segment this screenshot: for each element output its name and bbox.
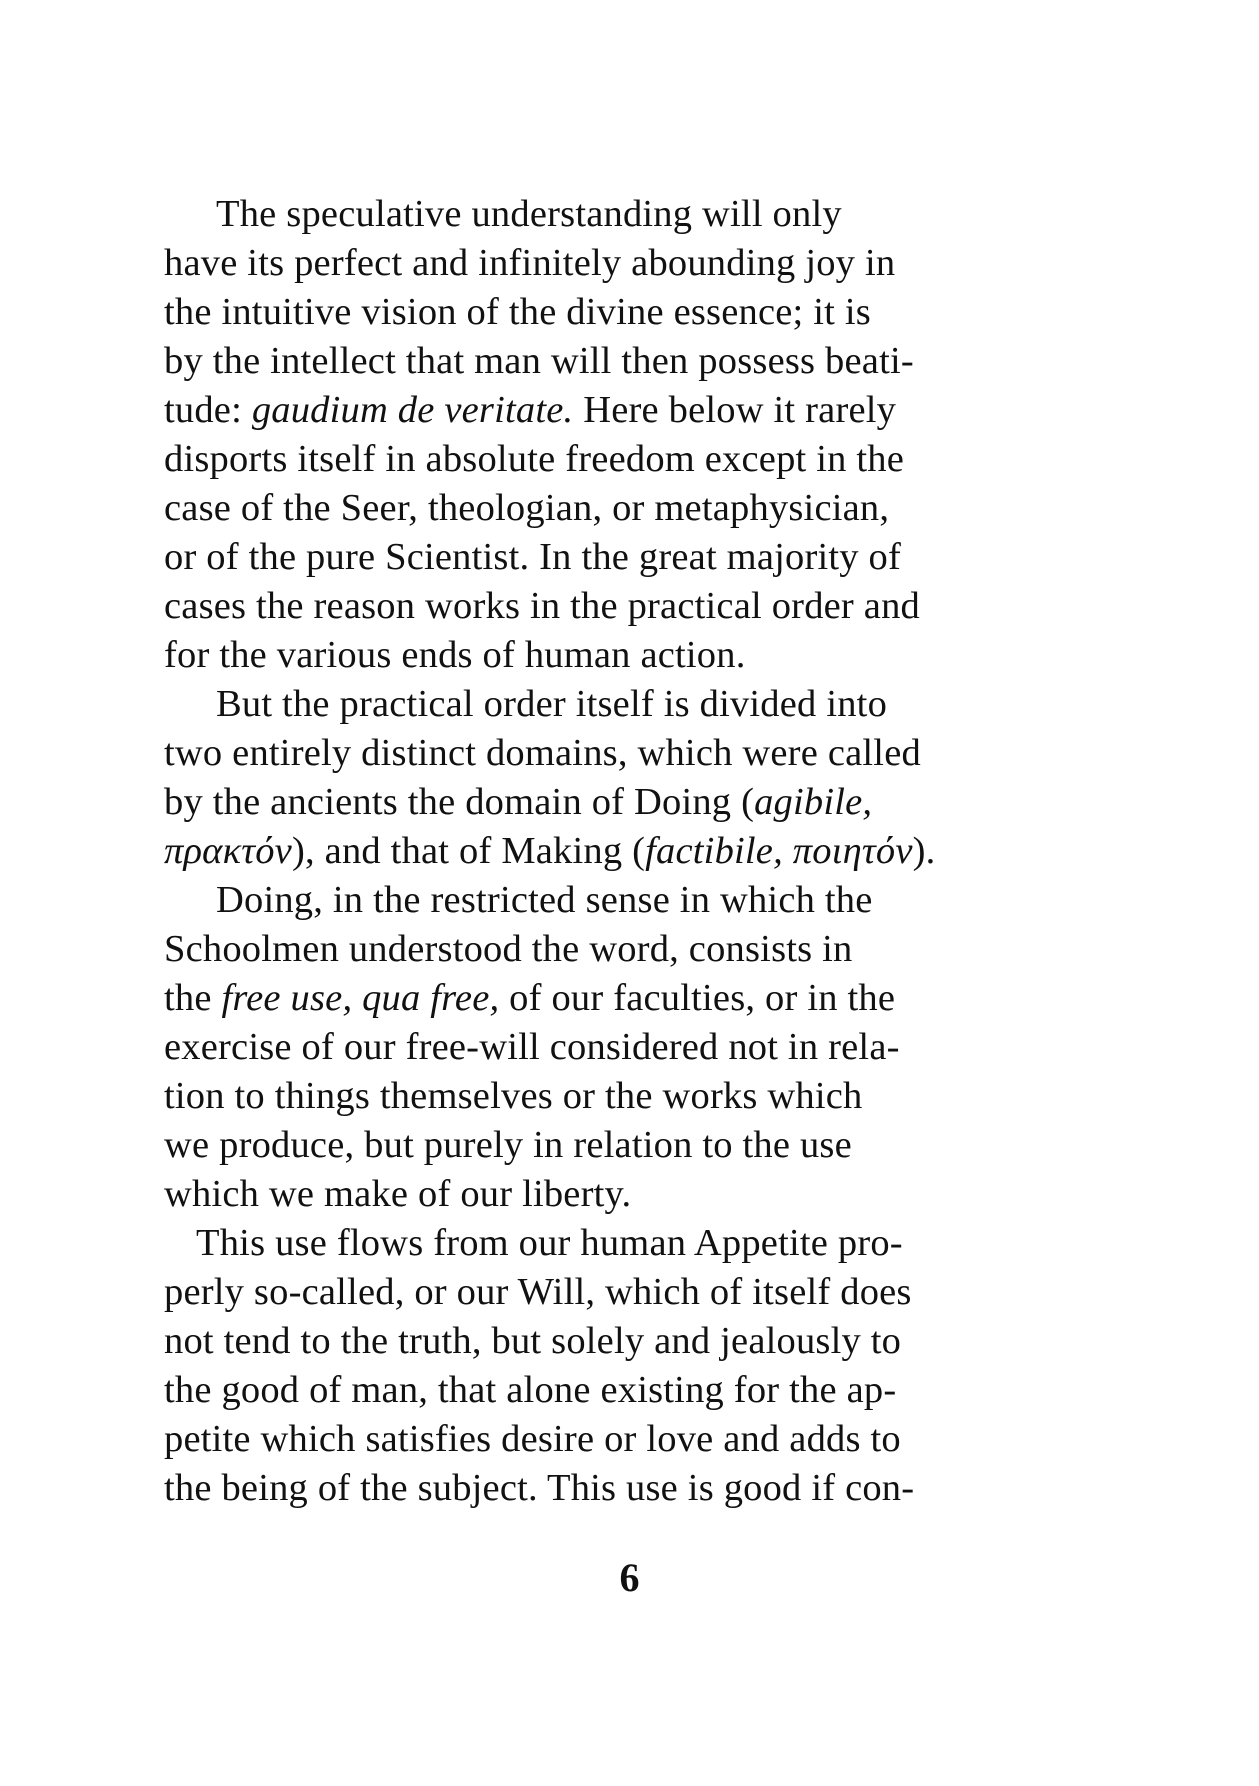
text-line: petite which satisfies desire or love and adds to xyxy=(164,1418,901,1460)
text-segment: ). xyxy=(912,830,936,872)
text-line: But the practical order itself is divided into xyxy=(216,683,888,725)
text-line: tion to things themselves or the works which xyxy=(164,1075,863,1117)
text-line: cases the reason works in the practical order and xyxy=(164,585,920,627)
text-segment: by the ancients the domain of Doing ( xyxy=(164,781,755,823)
text-line: we produce, but purely in relation to the use xyxy=(164,1124,852,1166)
text-line: have its perfect and infinitely abounding joy in xyxy=(164,242,896,284)
text-line: by the intellect that man will then possess beati- xyxy=(164,340,914,382)
italic-phrase: agibile, xyxy=(754,781,873,823)
text-line: exercise of our free-will considered not in rela- xyxy=(164,1026,900,1068)
text-line: This use flows from our human Appetite pro- xyxy=(196,1222,903,1264)
text-line: disports itself in absolute freedom except in the xyxy=(164,438,905,480)
text-line xyxy=(164,974,895,1022)
text-segment: of our faculties, or in the xyxy=(499,977,896,1019)
text-segment: Here below it rarely xyxy=(573,389,897,431)
text-line: for the various ends of human action. xyxy=(164,634,746,676)
italic-phrase: πρακτόν xyxy=(164,830,292,872)
italic-phrase: free use, qua free, xyxy=(221,977,500,1019)
text-line: perly so-called, or our Will, which of itself does xyxy=(164,1271,912,1313)
italic-phrase: factibile, ποιητόν xyxy=(645,830,913,872)
text-line: case of the Seer, theologian, or metaphysician, xyxy=(164,487,890,529)
text-line xyxy=(164,827,935,875)
text-line: or of the pure Scientist. In the great majority of xyxy=(164,536,902,578)
italic-phrase: gaudium de veritate. xyxy=(251,389,574,431)
page-number: 6 xyxy=(619,1555,640,1600)
text-line: two entirely distinct domains, which were called xyxy=(164,732,921,774)
text-segment: ), and that of Making ( xyxy=(291,830,646,872)
text-line: the good of man, that alone existing for the ap- xyxy=(164,1369,897,1411)
text-line: The speculative understanding will only xyxy=(216,193,842,235)
text-segment: tude: xyxy=(164,389,252,431)
text-segment: the xyxy=(164,977,222,1019)
text-line: not tend to the truth, but solely and jealously to xyxy=(164,1320,902,1362)
text-line: the being of the subject. This use is good if con- xyxy=(164,1467,915,1509)
text-line: Doing, in the restricted sense in which the xyxy=(216,879,873,921)
text-line xyxy=(164,778,872,826)
text-line xyxy=(164,386,896,434)
text-line: which we make of our liberty. xyxy=(164,1173,632,1215)
text-line: Schoolmen understood the word, consists in xyxy=(164,928,853,970)
text-line: the intuitive vision of the divine essence; it is xyxy=(164,291,871,333)
